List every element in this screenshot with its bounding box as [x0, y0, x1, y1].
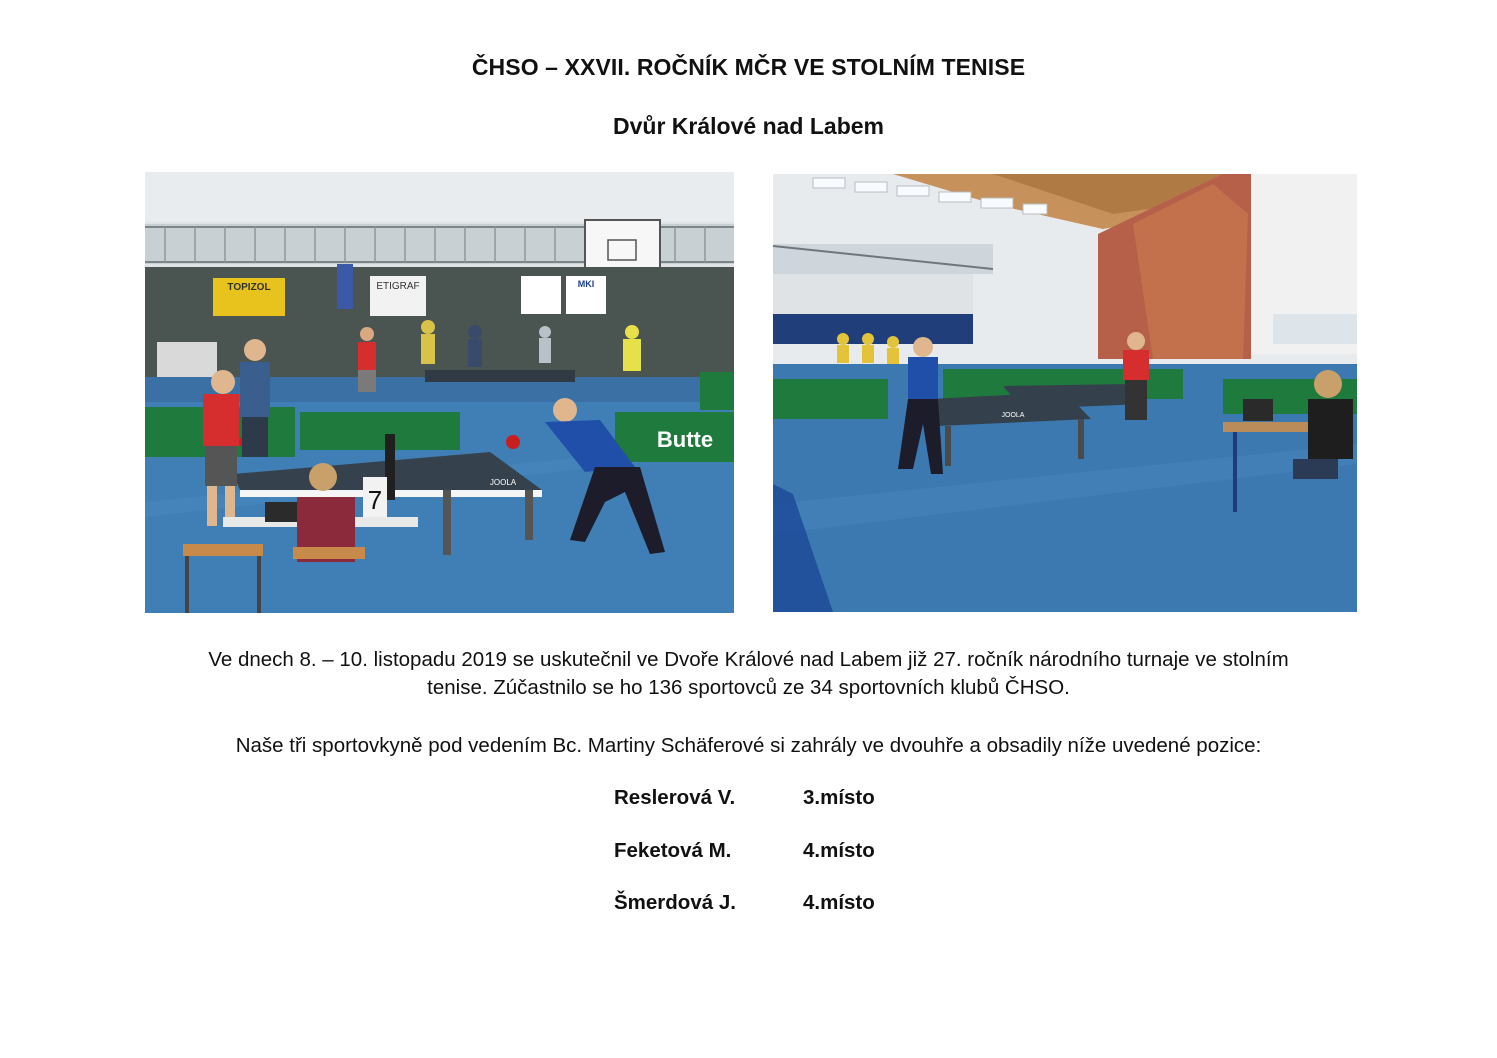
result-place: 4.místo: [803, 839, 875, 862]
document-title: ČHSO – XXVII. ROČNÍK MČR VE STOLNÍM TENISE: [471, 54, 1026, 80]
table-brand-left: JOOLA: [489, 478, 517, 487]
banner-mki: MKI: [577, 279, 595, 289]
paragraph-athletes: Naše tři sportovkyně pod vedením Bc. Martiny Schäferové si zahrály ve dvouhře a obsadily níže uvedené pozice:: [235, 734, 1262, 757]
table-number: 7: [367, 485, 383, 515]
result-name: Reslerová V.: [614, 786, 736, 809]
result-name: Feketová M.: [614, 839, 732, 862]
table-brand-right: JOOLA: [1001, 412, 1025, 419]
paragraph-line-2: tenise. Zúčastnilo se ho 136 sportovců ze 34 sportovních klubů ČHSO.: [427, 676, 1070, 699]
photo-table-tennis-match-left: [145, 172, 734, 613]
result-place: 4.místo: [803, 891, 875, 914]
banner-etigraf: ETIGRAF: [376, 281, 420, 292]
paragraph-line-1: Ve dnech 8. – 10. listopadu 2019 se uskutečnil ve Dvoře Králové nad Labem již 27. ročník národního turnaje ve stolním: [208, 648, 1289, 671]
paragraph-tournament-info: [130, 646, 1367, 702]
result-name: Šmerdová J.: [614, 891, 736, 914]
document-subtitle: Dvůr Králové nad Labem: [613, 113, 884, 139]
banner-butterfly: Butte: [656, 427, 714, 452]
result-place: 3.místo: [803, 786, 875, 809]
banner-topizol: TOPIZOL: [227, 282, 271, 293]
photo-sports-hall-right: [773, 174, 1357, 612]
